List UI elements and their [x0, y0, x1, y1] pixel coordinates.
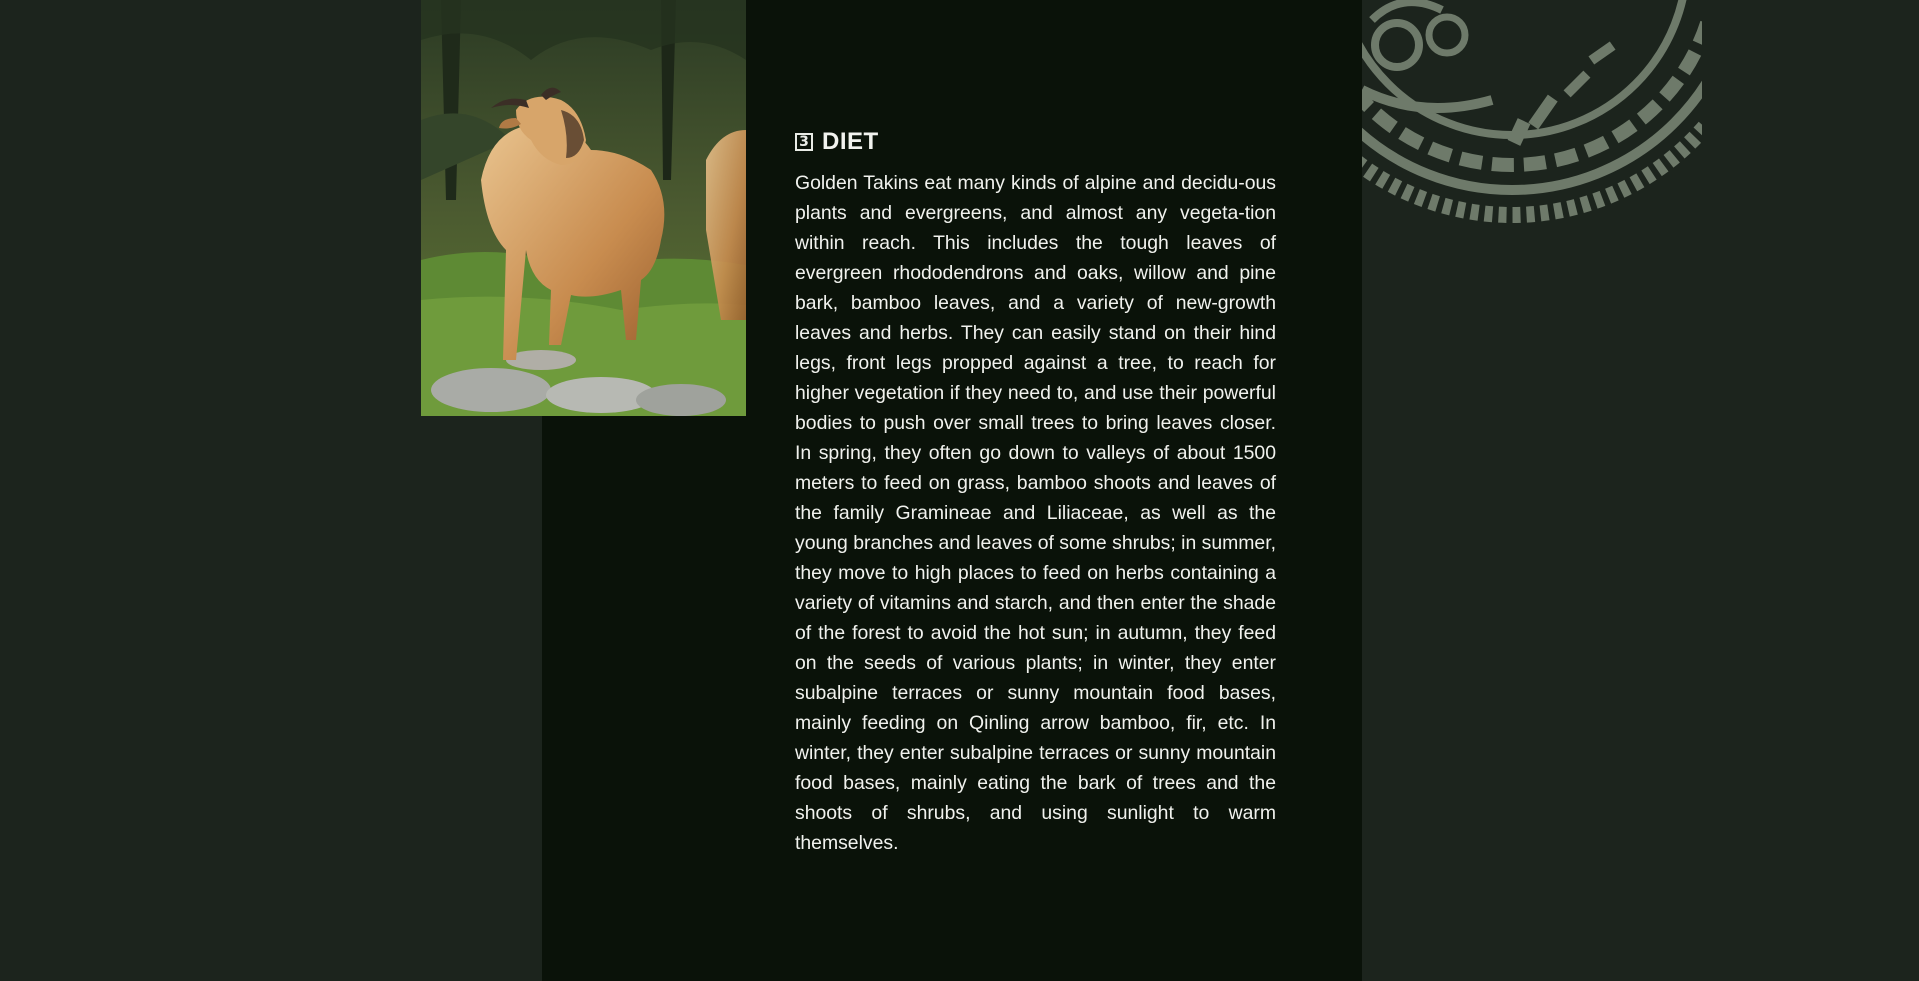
section-body-text: Golden Takins eat many kinds of alpine and decidu-ous plants and evergreens, and almost any vegeta-tion within reach. This includes the tough leaves of evergreen rhododendrons and oaks, willow and pine bark, bamboo leaves, and a variety of new-growth leaves and herbs. They can easily stand on their hind legs, front legs propped against a tree, to reach for higher vegetation if they need to, and use their powerful bodies to push over small trees to bring leaves closer. In spring, they often go down to valleys of about 1500 meters to feed on grass, bamboo shoots and leaves of the family Gramineae and Liliaceae, as well as the young branches and leaves of some shrubs; in summer, they move to high places to feed on herbs containing a variety of vitamins and starch, and then enter the shade of the forest to avoid the hot sun; in autumn, they feed on the seeds of various plants; in winter, they enter subalpine terraces or sunny mountain food bases, mainly feeding on Qinling arrow bamboo, fir, etc. In winter, they enter subalpine terraces or sunny mountain food bases, mainly eating the bark of trees and the shoots of shrubs, and using sunlight to warm themselves. [795, 172, 1276, 854]
section-heading [795, 126, 1276, 158]
circular-seal-ornament [1362, 0, 1702, 240]
section-title: DIET [822, 128, 879, 155]
section-number-badge: 3 [795, 133, 813, 151]
diet-section [795, 126, 1276, 858]
golden-takin-photo [421, 0, 746, 416]
